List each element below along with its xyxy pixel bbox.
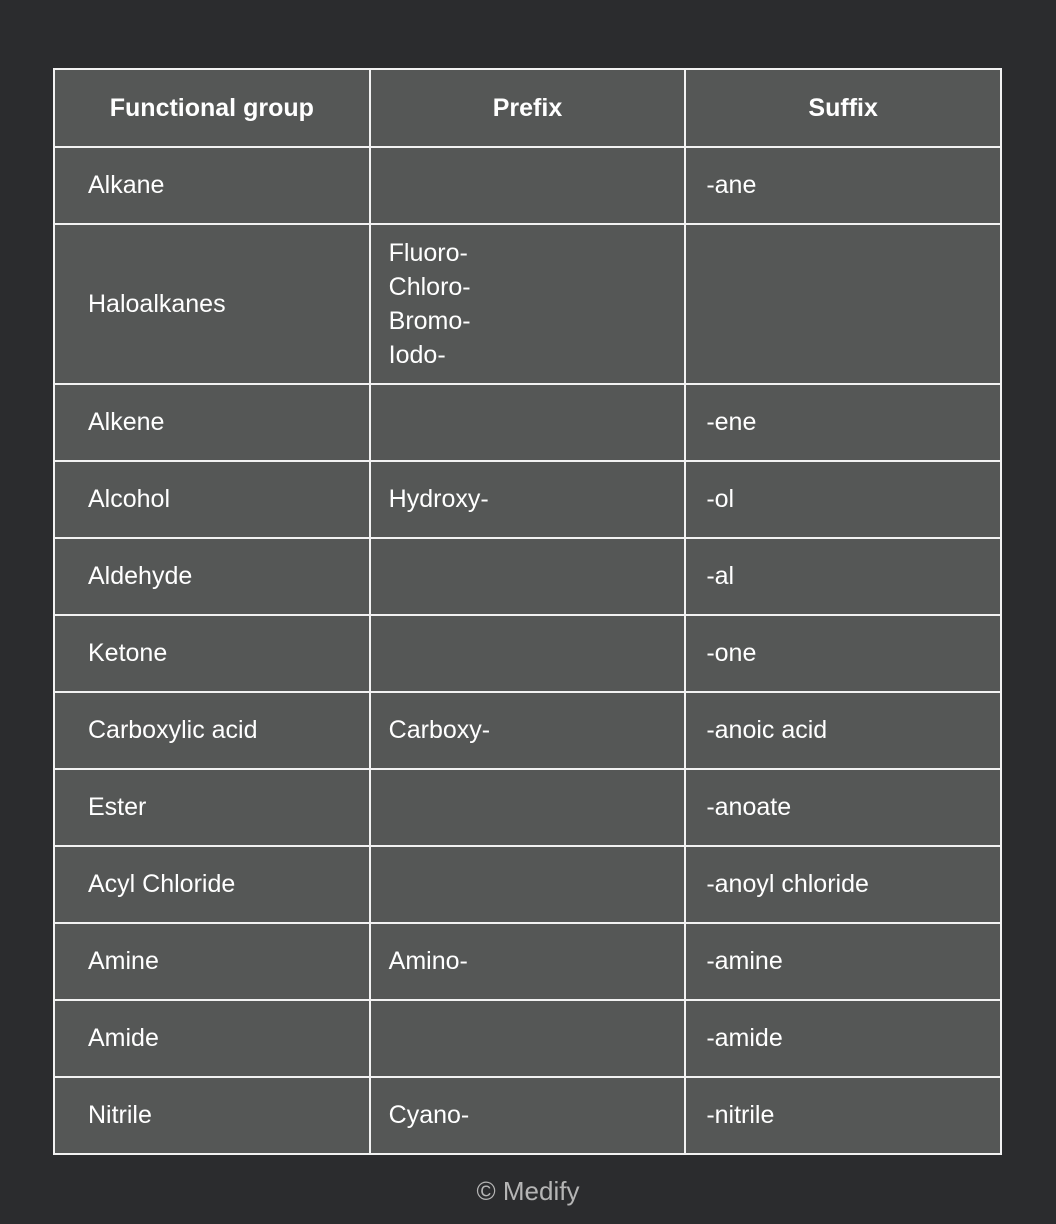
prefix-cell: [370, 147, 686, 224]
prefix-cell: [370, 1000, 686, 1077]
group-cell: Haloalkanes: [54, 224, 370, 384]
group-cell: Amine: [54, 923, 370, 1000]
group-cell: Aldehyde: [54, 538, 370, 615]
group-cell: Carboxylic acid: [54, 692, 370, 769]
suffix-cell: -ene: [685, 384, 1001, 461]
prefix-cell: Amino-: [370, 923, 686, 1000]
prefix-cell: [370, 538, 686, 615]
prefix-cell: Carboxy-: [370, 692, 686, 769]
table-row: [54, 384, 1001, 461]
prefix-cell: [370, 769, 686, 846]
table-row: [54, 769, 1001, 846]
group-cell: Alcohol: [54, 461, 370, 538]
table-row: [54, 615, 1001, 692]
header-functional-group: Functional group: [54, 69, 370, 147]
suffix-cell: -ol: [685, 461, 1001, 538]
table-row: [54, 1077, 1001, 1154]
suffix-cell: -al: [685, 538, 1001, 615]
prefix-cell: [370, 224, 686, 384]
header-suffix: Suffix: [685, 69, 1001, 147]
prefix-cell: Cyano-: [370, 1077, 686, 1154]
prefix-cell: [370, 615, 686, 692]
group-cell: Ketone: [54, 615, 370, 692]
suffix-cell: -amine: [685, 923, 1001, 1000]
table-row: [54, 846, 1001, 923]
group-cell: Ester: [54, 769, 370, 846]
suffix-cell: -anoyl chloride: [685, 846, 1001, 923]
table-row: [54, 224, 1001, 384]
suffix-cell: -anoate: [685, 769, 1001, 846]
prefix-line: Bromo-: [388, 307, 471, 335]
prefix-cell: [370, 846, 686, 923]
functional-groups-table: [53, 68, 1002, 1155]
prefix-line: Fluoro-: [388, 239, 468, 267]
group-cell: Acyl Chloride: [54, 846, 370, 923]
table-row: [54, 147, 1001, 224]
prefix-cell: [370, 384, 686, 461]
group-cell: Amide: [54, 1000, 370, 1077]
suffix-cell: -anoic acid: [685, 692, 1001, 769]
group-cell: Alkene: [54, 384, 370, 461]
copyright-notice: © Medify: [476, 1176, 580, 1206]
suffix-cell: -amide: [685, 1000, 1001, 1077]
table-row: [54, 1000, 1001, 1077]
group-cell: Alkane: [54, 147, 370, 224]
suffix-cell: -ane: [685, 147, 1001, 224]
prefix-line: Chloro-: [388, 273, 471, 301]
header-prefix: Prefix: [370, 69, 686, 147]
prefix-cell: Hydroxy-: [370, 461, 686, 538]
table-row: [54, 538, 1001, 615]
group-cell: Nitrile: [54, 1077, 370, 1154]
table-header-row: [54, 69, 1001, 147]
table-row: [54, 923, 1001, 1000]
suffix-cell: -one: [685, 615, 1001, 692]
table-row: [54, 692, 1001, 769]
suffix-cell: [685, 224, 1001, 384]
prefix-line: Iodo-: [388, 341, 446, 369]
table-row: [54, 461, 1001, 538]
suffix-cell: -nitrile: [685, 1077, 1001, 1154]
